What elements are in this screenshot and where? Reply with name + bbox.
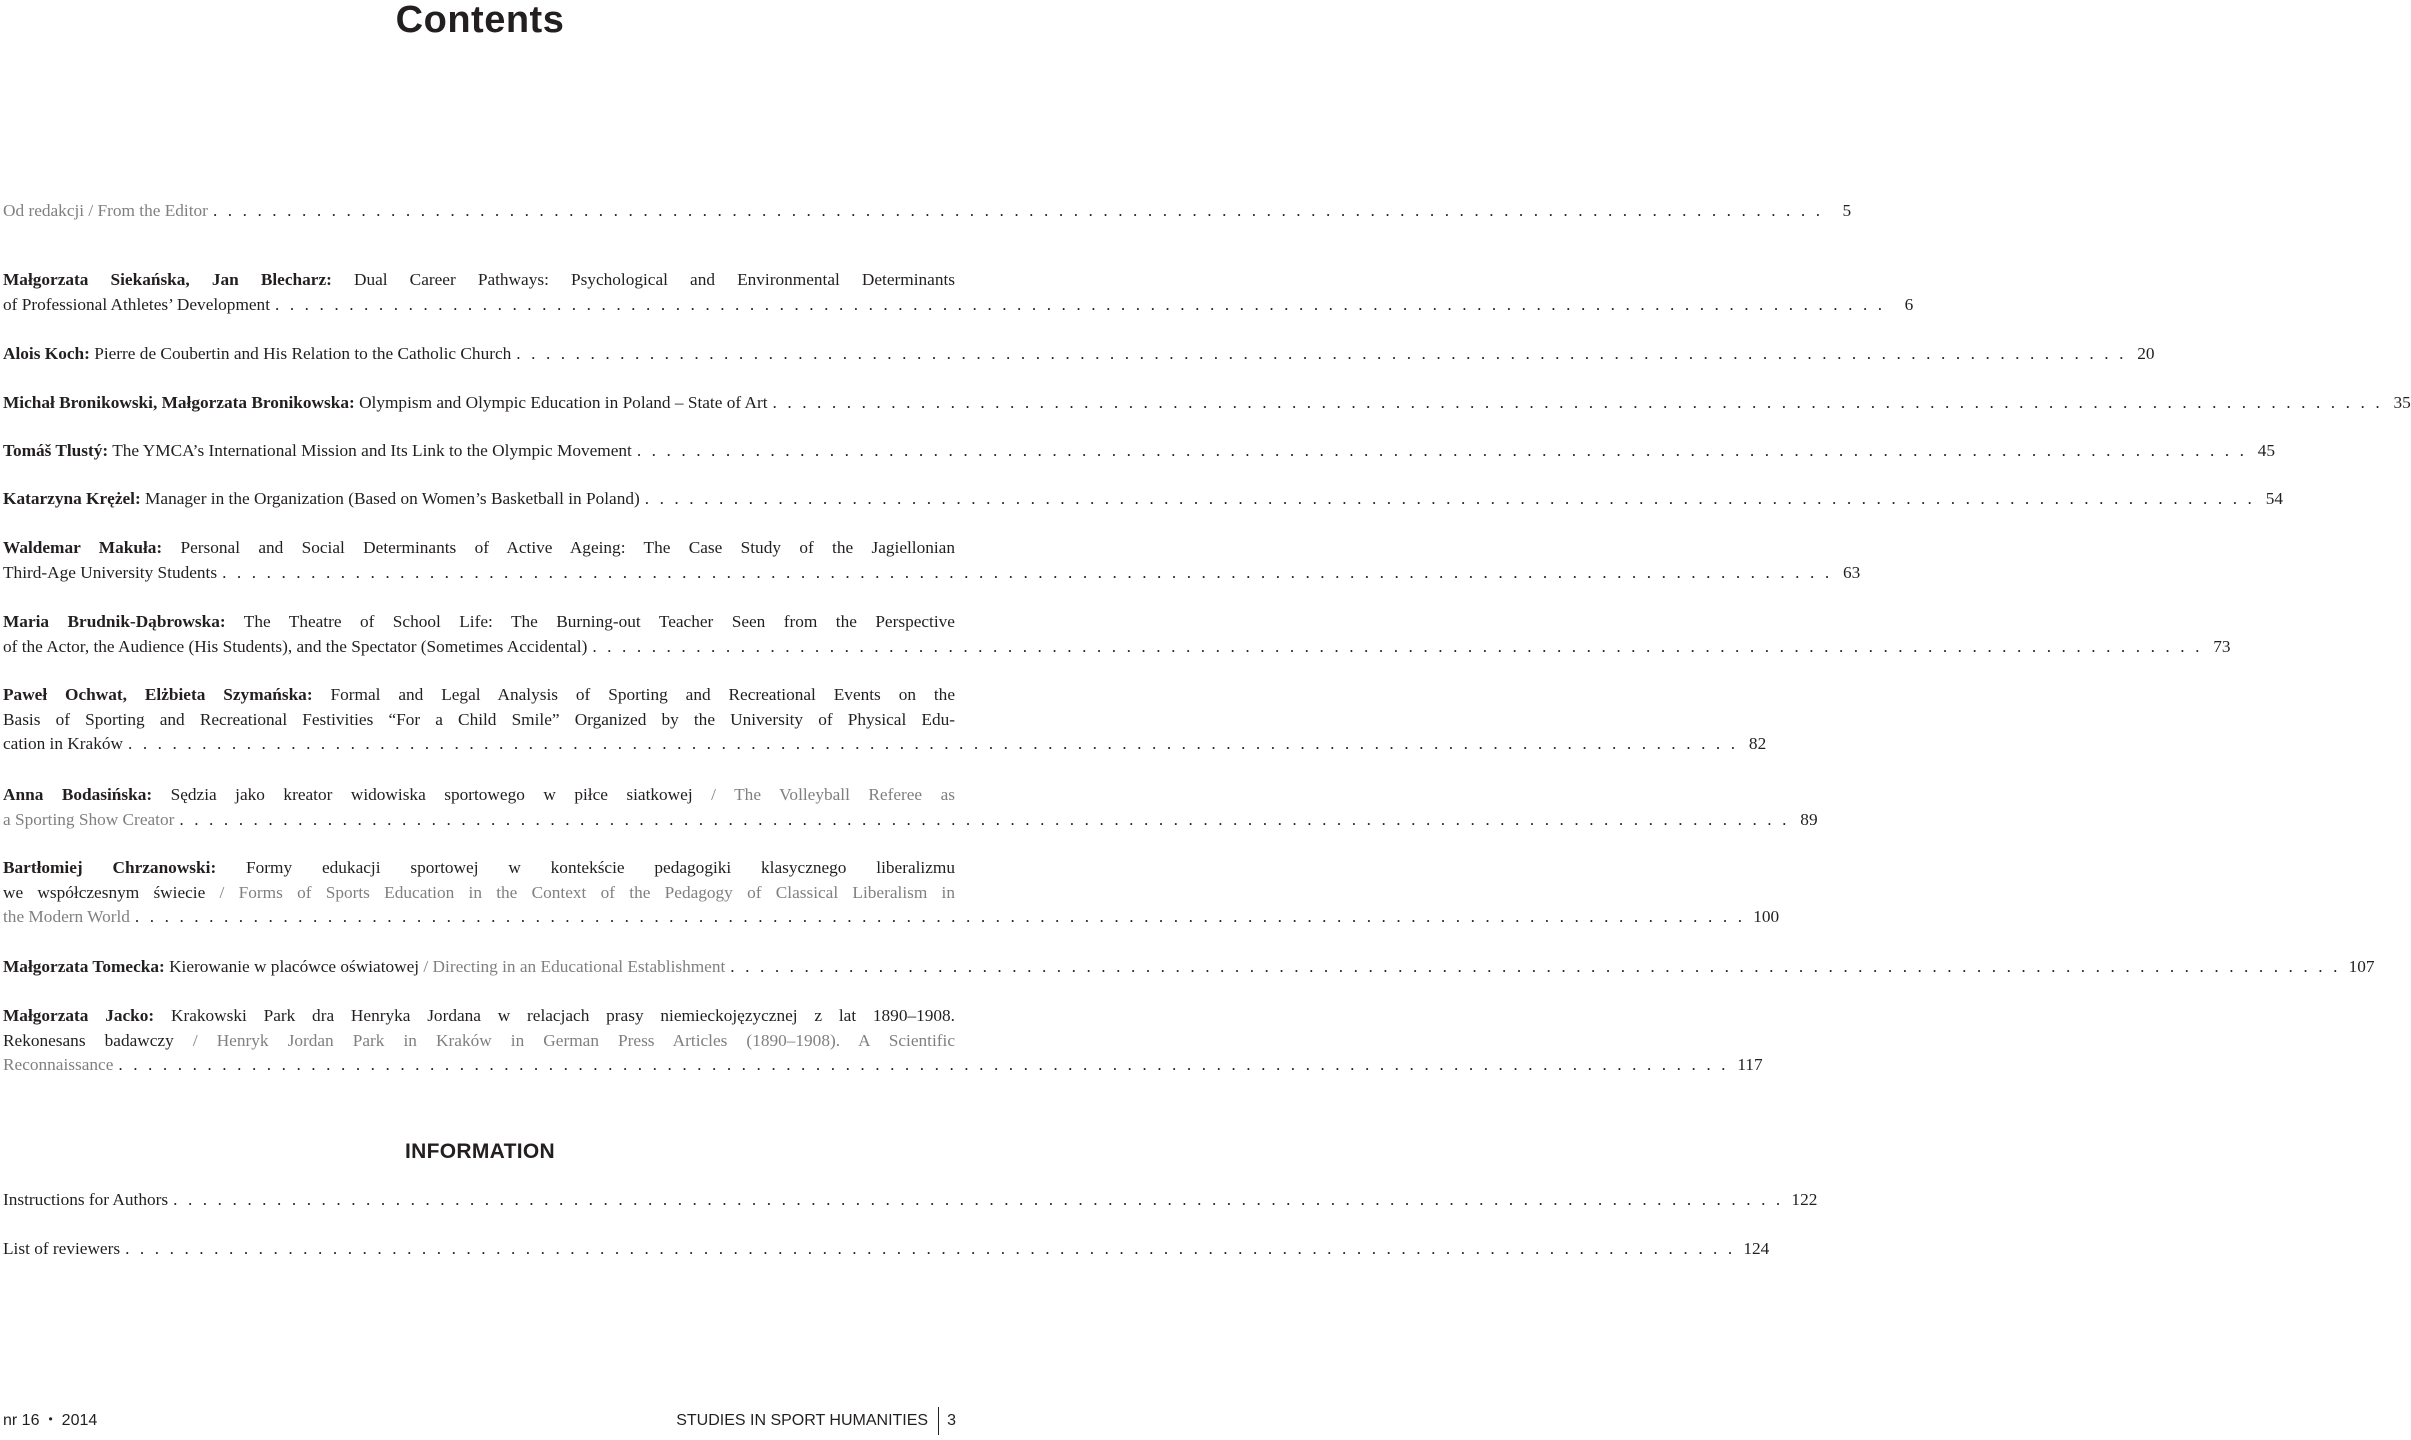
toc-entry[interactable] <box>3 439 2276 464</box>
entry-title: The YMCA’s International Mission and Its Link to the Olympic Movement <box>112 441 632 460</box>
entry-line <box>3 783 955 808</box>
entry-text <box>3 293 270 318</box>
bullet-separator: • <box>48 1412 53 1426</box>
entry-text <box>3 561 217 586</box>
entry-line <box>3 1053 1763 1078</box>
entry-title: Dual Career Pathways: Psychological and Environmental Determinants <box>353 270 955 289</box>
entry-line <box>3 1029 955 1054</box>
entry-line <box>3 955 2375 980</box>
entry-text <box>3 955 725 980</box>
toc-entry[interactable] <box>3 1004 1763 1078</box>
entry-title: Olympism and Olympic Education in Poland – State of Art <box>359 393 768 412</box>
entry-text <box>3 635 587 660</box>
toc-entry[interactable] <box>3 856 1780 930</box>
entry-page-number: 117 <box>1737 1055 1763 1075</box>
entry-title: Basis of Sporting and Recreational Festivities “For a Child Smile” Organized by the University of Physical Edu- <box>3 709 955 729</box>
entry-title: List of reviewers <box>3 1239 121 1258</box>
entry-page-number: 6 <box>1904 294 1914 314</box>
entry-title-english: Reconnaissance <box>3 1055 114 1075</box>
entry-author: Waldemar Makuła: <box>3 538 163 557</box>
entry-line <box>3 881 955 906</box>
issue-year: 2014 <box>61 1412 98 1429</box>
entry-title-english: a Sporting Show Creator <box>3 809 175 829</box>
entry-title-english: / Henryk Jordan Park in Kraków in German Press Articles (1890–1908). A Scientific <box>192 1030 955 1050</box>
entry-text <box>3 905 130 930</box>
toc-entry[interactable] <box>3 1188 1818 1213</box>
entry-page-number: 5 <box>1842 201 1852 220</box>
issue-number: nr 16 <box>3 1412 40 1429</box>
entry-text <box>3 612 955 631</box>
entry-page-number: 35 <box>2393 393 2411 412</box>
entry-line <box>3 856 955 881</box>
entry-author: Katarzyna Krężel: <box>3 489 141 508</box>
entry-text <box>3 199 208 224</box>
dot-leader: . . . . . . . . . . . . . . . . . . . . . . . . . . . . . . . . . . . . . . . . . . . . . . . . . . . . . . . . . . . . . . . . . . . . . . . . . . . . . . . . . . . . . . . . . . . . . . . . . . . . . . . . . . . . . <box>636 441 2248 460</box>
entry-page-number: 89 <box>1800 809 1818 829</box>
entry-title: Pierre de Coubertin and His Relation to the Catholic Church <box>94 344 512 363</box>
dot-leader: . . . . . . . . . . . . . . . . . . . . . . . . . . . . . . . . . . . . . . . . . . . . . . . . . . . . . . . . . . . . . . . . . . . . . . . . . . . . . . . . . . . . . . . . . . . . . . . . . . . . . . . . . . . . . <box>134 907 1746 927</box>
information-heading: INFORMATION <box>405 1140 555 1163</box>
dot-leader: . . . . . . . . . . . . . . . . . . . . . . . . . . . . . . . . . . . . . . . . . . . . . . . . . . . . . . . . . . . . . . . . . . . . . . . . . . . . . . . . . . . . . . . . . . . . . . . . . . . . . . . . . . . . . <box>516 344 2127 363</box>
entry-author: Tomáš Tlustý: <box>3 441 109 460</box>
entry-title: Instructions for Authors <box>3 1190 169 1209</box>
entry-line <box>3 342 2155 367</box>
entry-line <box>3 293 1914 318</box>
entry-line <box>3 808 1818 833</box>
toc-entry[interactable] <box>3 683 1767 757</box>
entry-text <box>3 487 640 512</box>
entry-line <box>3 610 955 635</box>
entry-page-number: 82 <box>1748 734 1767 754</box>
dot-leader: . . . . . . . . . . . . . . . . . . . . . . . . . . . . . . . . . . . . . . . . . . . . . . . . . . . . . . . . . . . . . . . . . . . . . . . . . . . . . . . . . . . . . . . . . . . . . . . . . . . . . . . . . . . . . <box>127 734 1739 754</box>
toc-entry[interactable] <box>3 1237 1770 1262</box>
entry-page-number: 107 <box>2348 957 2375 976</box>
entry-text <box>3 391 768 416</box>
entry-text <box>3 1031 955 1050</box>
dot-leader: . . . . . . . . . . . . . . . . . . . . . . . . . . . . . . . . . . . . . . . . . . . . . . . . . . . . . . . . . . . . . . . . . . . . . . . . . . . . . . . . . . . . . . . . . . . . . . . . . . . . . . . . . . . . . <box>275 294 1886 314</box>
entry-page-number: 73 <box>2213 636 2231 656</box>
entry-author: Bartłomiej Chrzanowski: <box>3 858 217 877</box>
entry-title-english: the Modern World <box>3 907 130 927</box>
entry-text <box>3 270 955 289</box>
footer-issue <box>3 1410 97 1432</box>
dot-leader: . . . . . . . . . . . . . . . . . . . . . . . . . . . . . . . . . . . . . . . . . . . . . . . . . . . . . . . . . . . . . . . . . . . . . . . . . . . . . . . . . . . . . . . . . . . . . . . . . . . . . . . . . . . . . <box>222 562 1833 582</box>
page-number: 3 <box>947 1412 956 1429</box>
entry-text <box>3 1237 120 1262</box>
entry-author: Małgorzata Tomecka: <box>3 957 165 976</box>
dot-leader: . . . . . . . . . . . . . . . . . . . . . . . . . . . . . . . . . . . . . . . . . . . . . . . . . . . . . . . . . . . . . . . . . . . . . . . . . . . . . . . . . . . . . . . . . . . . . . . . . . . . . . . . . . . . . <box>772 393 2383 412</box>
entry-page-number: 122 <box>1791 1190 1818 1209</box>
entry-page-number: 54 <box>2265 489 2283 508</box>
entry-line <box>3 1188 1818 1213</box>
dot-leader: . . . . . . . . . . . . . . . . . . . . . . . . . . . . . . . . . . . . . . . . . . . . . . . . . . . . . . . . . . . . . . . . . . . . . . . . . . . . . . . . . . . . . . . . . . . . . . . . . . . . . . . . . . . . . <box>179 809 1790 829</box>
entry-title: The Theatre of School Life: The Burning-out Teacher Seen from the Perspective <box>243 612 955 631</box>
dot-leader: . . . . . . . . . . . . . . . . . . . . . . . . . . . . . . . . . . . . . . . . . . . . . . . . . . . . . . . . . . . . . . . . . . . . . . . . . . . . . . . . . . . . . . . . . . . . . . . . . . . . . . . . . . . . . <box>592 636 2203 656</box>
entry-text <box>3 342 511 367</box>
entry-title: we współczesnym świecie <box>3 882 206 902</box>
entry-title: Third-Age University Students <box>3 562 218 582</box>
entry-title: of Professional Athletes’ Development <box>3 294 270 314</box>
toc-entry[interactable] <box>3 268 1914 317</box>
entry-title: Rekonesans badawczy <box>3 1030 174 1050</box>
entry-author: Małgorzata Siekańska, Jan Blecharz: <box>3 270 332 289</box>
entry-line <box>3 683 955 708</box>
toc-entry[interactable] <box>3 391 2411 416</box>
entry-author: Paweł Ochwat, Elżbieta Szymańska: <box>3 685 313 704</box>
entry-title: Krakowski Park dra Henryka Jordana w relacjach prasy niemieckojęzycznej z lat 1890–1908. <box>170 1006 955 1025</box>
entry-author: Maria Brudnik-Dąbrowska: <box>3 612 226 631</box>
entry-page-number: 20 <box>2137 344 2155 363</box>
toc-entry[interactable] <box>3 610 2231 659</box>
dot-leader: . . . . . . . . . . . . . . . . . . . . . . . . . . . . . . . . . . . . . . . . . . . . . . . . . . . . . . . . . . . . . . . . . . . . . . . . . . . . . . . . . . . . . . . . . . . . . . . . . . . . . . . . . . . . . <box>118 1055 1729 1075</box>
toc-entry[interactable] <box>3 342 2155 367</box>
entry-text <box>3 1188 168 1213</box>
entry-line <box>3 536 955 561</box>
dot-leader: . . . . . . . . . . . . . . . . . . . . . . . . . . . . . . . . . . . . . . . . . . . . . . . . . . . . . . . . . . . . . . . . . . . . . . . . . . . . . . . . . . . . . . . . . . . . . . . . . . . . . . . . . . . . . <box>644 489 2255 508</box>
dot-leader: . . . . . . . . . . . . . . . . . . . . . . . . . . . . . . . . . . . . . . . . . . . . . . . . . . . . . . . . . . . . . . . . . . . . . . . . . . . . . . . . . . . . . . . . . . . . . . . . . . . . . . . . . . . . . <box>125 1239 1736 1258</box>
entry-line <box>3 487 2283 512</box>
entry-page-number: 100 <box>1753 907 1780 927</box>
toc-entry[interactable] <box>3 487 2283 512</box>
entry-text <box>3 1053 113 1078</box>
entry-title: Kierowanie w placówce oświatowej <box>169 957 420 976</box>
dot-leader: . . . . . . . . . . . . . . . . . . . . . . . . . . . . . . . . . . . . . . . . . . . . . . . . . . . . . . . . . . . . . . . . . . . . . . . . . . . . . . . . . . . . . . . . . . . . . . . . . . . . . . . . . . . . . <box>173 1190 1784 1209</box>
entry-title: Personal and Social Determinants of Active Ageing: The Case Study of the Jagiellonian <box>180 538 955 557</box>
entry-title-english: Od redakcji / From the Editor <box>3 201 208 220</box>
entry-title: Formy edukacji sportowej w kontekście pedagogiki klasycznego liberalizmu <box>246 858 955 877</box>
toc-entry[interactable] <box>3 955 2375 980</box>
entry-text <box>3 785 955 804</box>
entry-title: of the Actor, the Audience (His Students), and the Spectator (Sometimes Accidental) <box>3 636 588 656</box>
entry-text <box>3 1006 955 1025</box>
entry-line <box>3 268 955 293</box>
entry-line <box>3 708 955 733</box>
entry-page-number: 63 <box>1843 562 1861 582</box>
toc-entry[interactable] <box>3 536 1861 585</box>
entry-text <box>3 710 955 729</box>
dot-leader: . . . . . . . . . . . . . . . . . . . . . . . . . . . . . . . . . . . . . . . . . . . . . . . . . . . . . . . . . . . . . . . . . . . . . . . . . . . . . . . . . . . . . . . . . . . . . . . . . . . . . . . . . . . . . <box>730 957 2341 976</box>
entry-line <box>3 561 1861 586</box>
entry-title-english: / Forms of Sports Education in the Context of the Pedagogy of Classical Liberalism in <box>219 882 955 902</box>
entry-text <box>3 685 955 704</box>
entry-author: Anna Bodasińska: <box>3 785 153 804</box>
toc-entry[interactable] <box>3 783 1818 832</box>
footer-journal <box>676 1406 960 1436</box>
entry-line <box>3 905 1780 930</box>
entry-page-number: 45 <box>2257 441 2276 460</box>
entry-line <box>3 391 2411 416</box>
entry-author: Małgorzata Jacko: <box>3 1006 155 1025</box>
entry-text <box>3 732 123 757</box>
entry-line <box>3 732 1767 757</box>
entry-title: Manager in the Organization (Based on Women’s Basketball in Poland) <box>145 489 640 508</box>
entry-line <box>3 439 2276 464</box>
page-title: Contents <box>395 0 565 41</box>
entry-title: Sędzia jako kreator widowiska sportowego w piłce siatkowej <box>170 785 693 804</box>
entry-line <box>3 635 2231 660</box>
dot-leader: . . . . . . . . . . . . . . . . . . . . . . . . . . . . . . . . . . . . . . . . . . . . . . . . . . . . . . . . . . . . . . . . . . . . . . . . . . . . . . . . . . . . . . . . . . . . . . . . . . . . . . . . . . . . . <box>212 201 1824 220</box>
entry-line <box>3 1004 955 1029</box>
entry-text <box>3 808 174 833</box>
toc-entry[interactable] <box>3 199 1852 224</box>
entry-line <box>3 199 1852 224</box>
entry-title: cation in Kraków <box>3 734 123 754</box>
entry-text <box>3 858 955 877</box>
entry-author: Alois Koch: <box>3 344 90 363</box>
entry-title-english: / The Volleyball Referee as <box>711 785 955 804</box>
entry-text <box>3 883 955 902</box>
entry-page-number: 124 <box>1743 1239 1770 1258</box>
entry-text <box>3 538 955 557</box>
entry-author: Michał Bronikowski, Małgorzata Bronikowska: <box>3 393 355 412</box>
journal-name: STUDIES IN SPORT HUMANITIES <box>676 1412 929 1429</box>
entry-line <box>3 1237 1770 1262</box>
entry-text <box>3 439 632 464</box>
entry-title-english: / Directing in an Educational Establishment <box>423 957 726 976</box>
entry-title: Formal and Legal Analysis of Sporting and Recreational Events on the <box>330 685 955 704</box>
